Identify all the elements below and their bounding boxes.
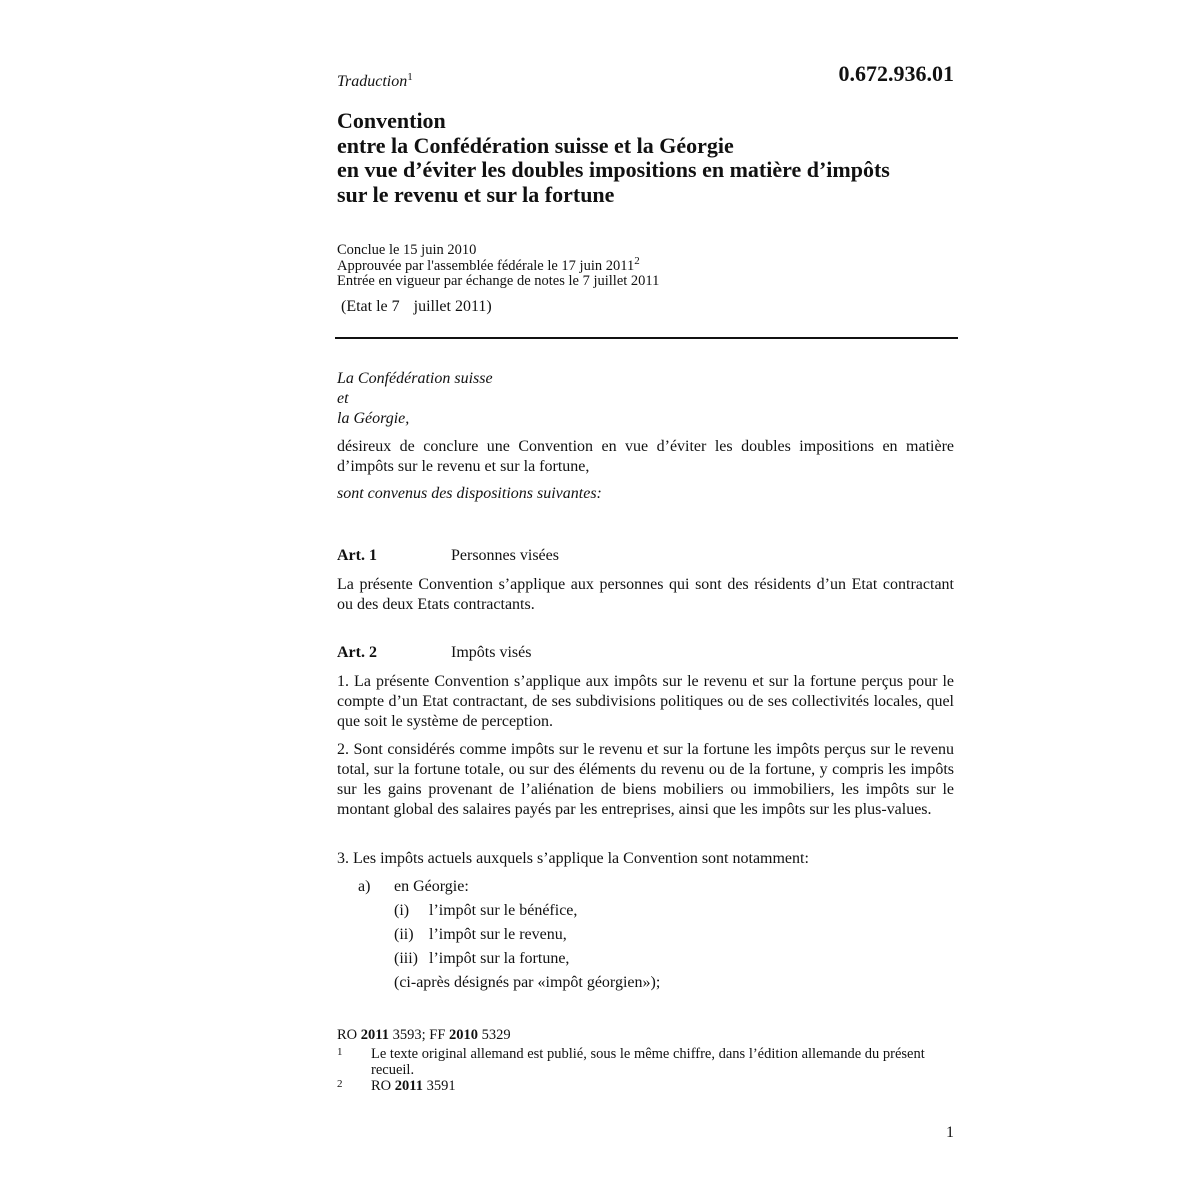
footnote-ref-1[interactable]: 1 (407, 71, 413, 83)
contracting-parties (337, 369, 493, 429)
list-subitem (394, 947, 660, 971)
article-2-number: Art. 2 (337, 644, 377, 661)
footnote-ref-2[interactable]: 2 (634, 254, 640, 267)
header-divider (335, 337, 958, 339)
concluded-date: Conclue le 15 juin 2010 (337, 242, 477, 258)
article-1-title: Personnes visées (451, 547, 559, 564)
ro-year: 2011 (360, 1027, 389, 1043)
article-2-paragraph-2: 2. Sont considérés comme impôts sur le revenu et sur la fortune les impôts perçus sur le revenu total, sur la fortune totale, ou sur des éléments du revenu ou de la fortune, y compris les impôts sur les gains provenant de l’aliénation de biens mobiliers ou immobiliers, les impôts sur le montant global des salaires payés par les entreprises, ainsi que les impôts sur les plus-values. (337, 741, 954, 818)
translation-text: Traduction (337, 73, 408, 90)
title-line-3: en vue d’éviter les doubles impositions en matière d’impôts (337, 157, 890, 182)
title-line-4: sur le revenu et sur la fortune (337, 181, 615, 207)
preamble-paragraph: désireux de conclure une Convention en vue d’éviter les doubles impositions en matière d’impôts sur le revenu et sur la fortune, (337, 438, 954, 475)
list-text-a: en Géorgie: (394, 878, 469, 895)
article-1-text: La présente Convention s’applique aux personnes qui sont des résidents d’un Etat contractant ou des deux Etats contractants. (337, 576, 954, 613)
footnote-1-text: Le texte original allemand est publié, sous le même chiffre, dans l’édition allemande du présent recueil. (371, 1046, 925, 1078)
article-1-number: Art. 1 (337, 547, 377, 564)
subitem-label: (ii) (394, 926, 414, 943)
list-subitem (394, 923, 660, 947)
fn2-ro-page: 3591 (426, 1078, 456, 1094)
status-date (341, 298, 492, 316)
document-title (337, 109, 890, 207)
preamble-agreement: sont convenus des dispositions suivantes: (337, 485, 602, 502)
article-1-heading (337, 546, 559, 566)
title-line-1: Convention (337, 108, 446, 133)
party-conjunction: et (337, 390, 349, 407)
subitem-text: l’impôt sur le bénéfice, (429, 902, 578, 919)
page-number: 1 (946, 1124, 954, 1141)
article-2-paragraph-3: 3. Les impôts actuels auxquels s’applique la Convention sont notamment: (337, 850, 809, 867)
subitem-label: (i) (394, 902, 410, 919)
fn2-ro-year: 2011 (394, 1078, 423, 1094)
footnote-2-marker: 2 (337, 1078, 343, 1090)
title-line-2: entre la Confédération suisse et la Géorgie (337, 132, 734, 158)
list-label-a: a) (358, 878, 371, 895)
article-2-heading (337, 643, 531, 663)
footnote-1-marker: 1 (337, 1046, 343, 1058)
ro-page-ff-label: 3593; FF (392, 1027, 446, 1043)
subitem-text: l’impôt sur le revenu, (429, 926, 567, 943)
list-subitem (394, 899, 660, 923)
article-2-title: Impôts visés (451, 644, 532, 661)
entry-into-force: Entrée en vigueur par échange de notes le 7 juillet 2011 (337, 273, 660, 289)
subitem-label: (iii) (394, 950, 418, 967)
ro-label: RO (337, 1027, 358, 1043)
ff-year: 2010 (449, 1027, 479, 1043)
status-date-part-2: juillet 2011) (413, 298, 492, 315)
approved-text: Approuvée par l'assemblée fédérale le 17 juin 2011 (337, 257, 635, 274)
article-2-paragraph-1: 1. La présente Convention s’applique aux impôts sur le revenu et sur la fortune perçus pour le compte d’un Etat contractant, de ses subdivisions politiques ou de ses collectivités locales, quel que soit le système de perception. (337, 673, 954, 730)
party-georgia: la Géorgie, (337, 410, 410, 427)
official-references (337, 1028, 511, 1044)
ff-page: 5329 (481, 1027, 511, 1043)
list-subitems (394, 899, 660, 995)
document-dates (337, 243, 659, 290)
georgian-tax-designation: (ci-après désignés par «impôt géorgien»); (394, 974, 661, 991)
footnote-2-text (371, 1079, 456, 1095)
subitem-text: l’impôt sur la fortune, (429, 950, 570, 967)
status-date-part-1: (Etat le 7 (341, 298, 400, 315)
party-switzerland: La Confédération suisse (337, 370, 493, 387)
approved-date (337, 254, 659, 275)
translation-label (337, 73, 413, 91)
systematic-number: 0.672.936.01 (838, 61, 954, 86)
fn2-ro-label: RO (371, 1078, 392, 1094)
list-item-a (358, 875, 469, 899)
